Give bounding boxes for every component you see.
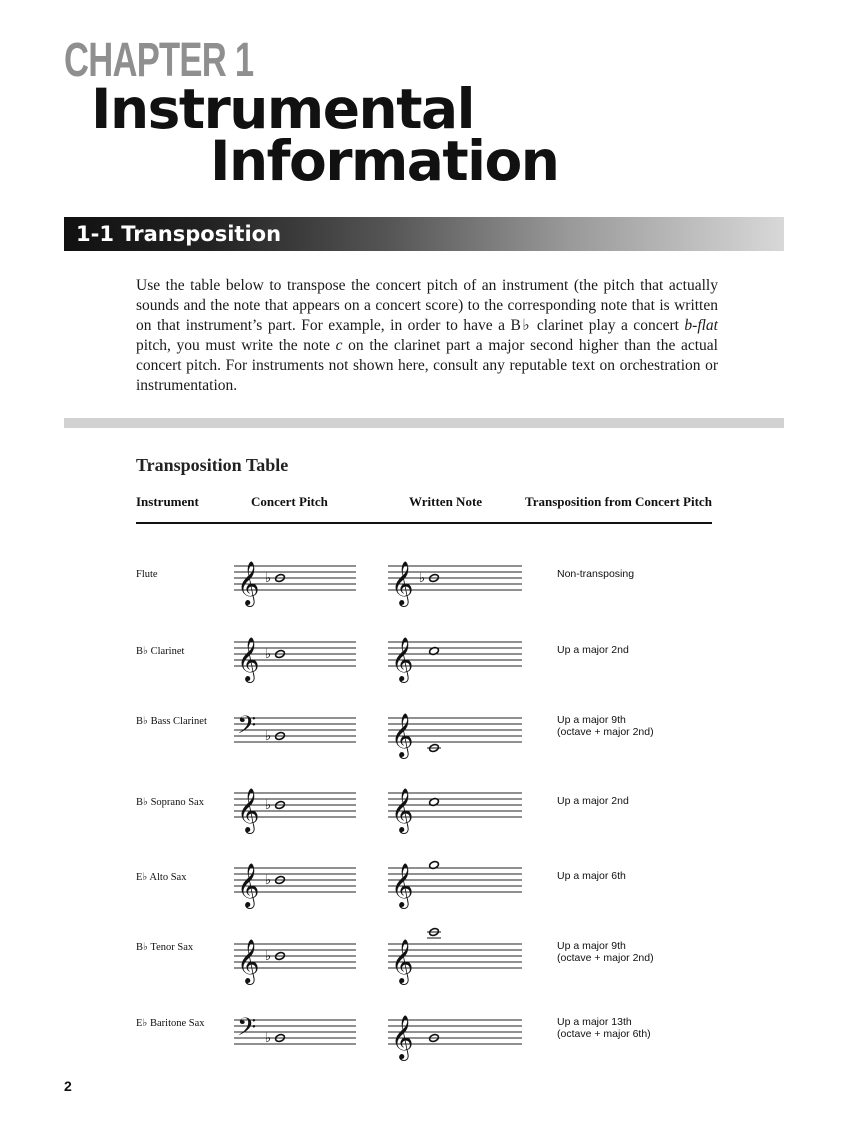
- concert-flat-icon: ♭: [265, 949, 272, 964]
- intro-italic-c: c: [335, 337, 343, 354]
- written-treble-clef-icon: 𝄞: [391, 1015, 414, 1059]
- notation-staves: [230, 926, 530, 986]
- written-treble-clef-icon: 𝄞: [391, 637, 414, 681]
- transposition-detail: (octave + major 2nd): [557, 726, 654, 738]
- transposition-text: [557, 1016, 651, 1040]
- transposition-interval: Up a major 2nd: [557, 644, 629, 656]
- transposition-text: [557, 795, 629, 807]
- concert-flat-icon: ♭: [265, 873, 272, 888]
- transposition-interval: Up a major 13th: [557, 1016, 632, 1028]
- intro-text-3: pitch, you must write the note: [136, 337, 336, 354]
- concert-treble-clef-icon: 𝄞: [237, 863, 260, 907]
- chapter-label: CHAPTER 1: [64, 34, 254, 87]
- concert-bass-clef-icon: 𝄢: [237, 711, 257, 746]
- table-row: [0, 624, 848, 684]
- notation-staves: [230, 548, 530, 608]
- section-title: 1-1 Transposition: [76, 222, 282, 246]
- written-flat-icon: ♭: [419, 571, 426, 586]
- intro-paragraph: [136, 276, 718, 396]
- table-row: [0, 700, 848, 760]
- concert-flat-icon: ♭: [265, 571, 272, 586]
- gray-divider: [64, 418, 784, 428]
- written-treble-clef-icon: 𝄞: [391, 788, 414, 832]
- table-title: Transposition Table: [136, 455, 289, 475]
- transposition-text: [557, 870, 626, 882]
- transposition-interval: Non-transposing: [557, 568, 635, 580]
- column-header-transposition: Transposition from Concert Pitch: [525, 494, 712, 509]
- instrument-name: B♭ Tenor Sax: [136, 942, 194, 953]
- instrument-name: B♭ Soprano Sax: [136, 797, 204, 808]
- notation-staves: [230, 624, 530, 684]
- column-header-written-note: Written Note: [409, 494, 483, 509]
- table-row: [0, 850, 848, 910]
- intro-text-1: Use the table below to transpose the concert pitch of an instrument (the pitch that actually sounds and the note that appears on a concert score) to the corresponding note that is written on that instrument’s part. For example, in order to have a B: [136, 277, 718, 334]
- concert-flat-icon: ♭: [265, 729, 272, 744]
- instrument-name: Flute: [136, 569, 158, 580]
- transposition-text: [557, 714, 654, 738]
- intro-italic-b-flat: b-flat: [684, 317, 718, 334]
- transposition-interval: Up a major 2nd: [557, 795, 629, 807]
- column-header-instrument: Instrument: [136, 494, 199, 509]
- transposition-interval: Up a major 6th: [557, 870, 626, 882]
- transposition-interval: Up a major 9th: [557, 714, 626, 726]
- instrument-name: B♭ Clarinet: [136, 646, 185, 657]
- written-treble-clef-icon: 𝄞: [391, 713, 414, 757]
- written-treble-clef-icon: 𝄞: [391, 561, 414, 605]
- notation-staves: [230, 775, 530, 835]
- written-treble-clef-icon: 𝄞: [391, 939, 414, 983]
- concert-flat-icon: ♭: [265, 1031, 272, 1046]
- table-row: [0, 775, 848, 835]
- written-treble-clef-icon: 𝄞: [391, 863, 414, 907]
- concert-flat-icon: ♭: [265, 647, 272, 662]
- concert-treble-clef-icon: 𝄞: [237, 637, 260, 681]
- transposition-text: [557, 644, 629, 656]
- table-row: [0, 548, 848, 608]
- concert-treble-clef-icon: 𝄞: [237, 561, 260, 605]
- chapter-title-line-1: Instrumental: [91, 77, 474, 141]
- column-header-concert-pitch: Concert Pitch: [251, 494, 328, 509]
- concert-treble-clef-icon: 𝄞: [237, 788, 260, 832]
- concert-bass-clef-icon: 𝄢: [237, 1013, 257, 1048]
- transposition-text: [557, 940, 654, 964]
- instrument-name: B♭ Bass Clarinet: [136, 716, 207, 727]
- page-number: 2: [64, 1078, 72, 1094]
- transposition-text: [557, 568, 634, 580]
- notation-staves: [230, 850, 530, 910]
- chapter-title-line-2: Information: [210, 129, 559, 193]
- transposition-interval: Up a major 9th: [557, 940, 626, 952]
- notation-staves: [230, 1002, 530, 1062]
- transposition-detail: (octave + major 2nd): [557, 952, 654, 964]
- table-row: [0, 926, 848, 986]
- flat-symbol: ♭: [520, 317, 532, 334]
- transposition-detail: (octave + major 6th): [557, 1028, 651, 1040]
- concert-treble-clef-icon: 𝄞: [237, 939, 260, 983]
- notation-staves: [230, 700, 530, 760]
- intro-text-2: clarinet play a concert: [531, 317, 685, 334]
- intro-text-4: on the clarinet part a major second higher than the actual concert pitch. For instruments not shown here, consult any reputable text on orchestration or instrumentation.: [136, 337, 718, 394]
- table-row: [0, 1002, 848, 1062]
- instrument-name: E♭ Alto Sax: [136, 872, 187, 883]
- table-header-rule: [136, 522, 712, 524]
- section-header-bar: [64, 217, 784, 251]
- instrument-name: E♭ Baritone Sax: [136, 1018, 205, 1029]
- concert-flat-icon: ♭: [265, 798, 272, 813]
